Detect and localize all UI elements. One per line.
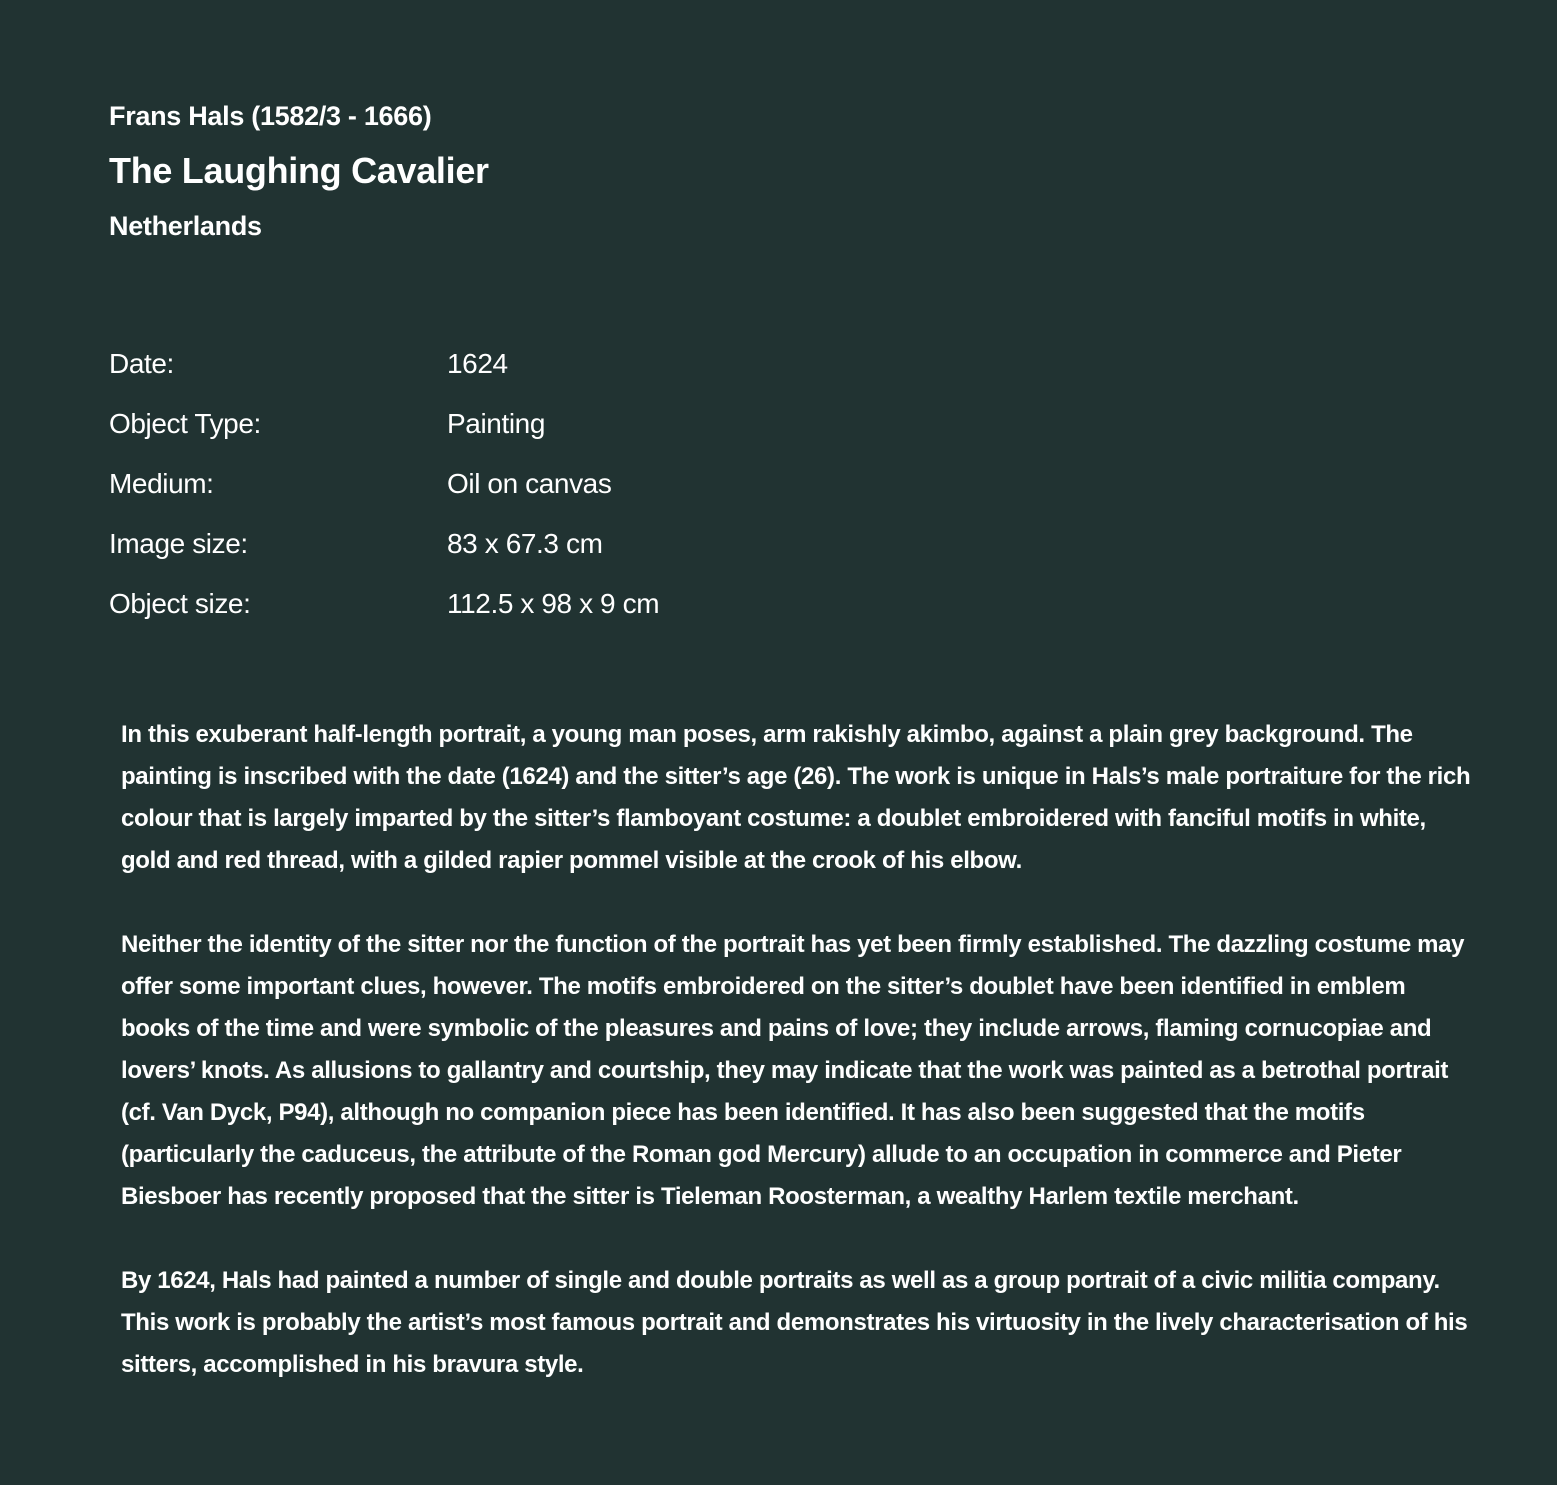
artwork-details-table — [109, 334, 1109, 634]
detail-value: 83 x 67.3 cm — [447, 528, 603, 559]
artist-name: Frans Hals (1582/3 - 1666) — [109, 101, 432, 131]
artwork-description — [121, 714, 1471, 1428]
detail-value: 1624 — [447, 348, 508, 379]
detail-row-date — [109, 334, 1109, 394]
detail-row-object-size — [109, 574, 1109, 634]
detail-value: Painting — [447, 408, 545, 439]
detail-label: Image size: — [109, 528, 248, 559]
detail-value: 112.5 x 98 x 9 cm — [447, 588, 660, 619]
detail-label: Date: — [109, 348, 174, 379]
description-paragraph: In this exuberant half-length portrait, a young man poses, arm rakishly akimbo, against a plain grey background. The painting is inscribed with the date (1624) and the sitter’s age (26). The work is unique in Hals’s male portraiture for the rich colour that is largely imparted by the sitter’s flamboyant costume: a doublet embroidered with fanciful motifs in white, gold and red thread, with a gilded rapier pommel visible at the crook of his elbow. — [121, 721, 1471, 874]
detail-value: Oil on canvas — [447, 468, 612, 499]
description-paragraph: By 1624, Hals had painted a number of single and double portraits as well as a group portrait of a civic militia company. This work is probably the artist’s most famous portrait and demonstrates his virtuosity in the lively characterisation of his sitters, accomplished in his bravura style. — [121, 1267, 1468, 1378]
artwork-header — [109, 98, 1409, 244]
detail-row-image-size — [109, 514, 1109, 574]
detail-label: Object size: — [109, 588, 251, 619]
detail-row-medium — [109, 454, 1109, 514]
description-paragraph: Neither the identity of the sitter nor the function of the portrait has yet been firmly established. The dazzling costume may offer some important clues, however. The motifs embroidered on the sitter’s doublet have been identified in emblem books of the time and were symbolic of the pleasures and pains of love; they include arrows, flaming cornucopiae and lovers’ knots. As allusions to gallantry and courtship, they may indicate that the work was painted as a betrothal portrait (cf. Van Dyck, P94), although no companion piece has been identified. It has also been suggested that the motifs (particularly the caduceus, the attribute of the Roman god Mercury) allude to an occupation in commerce and Pieter Biesboer has recently proposed that the sitter is Tieleman Roosterman, a wealthy Harlem textile merchant. — [121, 931, 1465, 1210]
detail-label: Medium: — [109, 468, 214, 499]
detail-row-object-type — [109, 394, 1109, 454]
artwork-country: Netherlands — [109, 211, 262, 241]
artwork-title: The Laughing Cavalier — [109, 150, 489, 191]
detail-label: Object Type: — [109, 408, 261, 439]
